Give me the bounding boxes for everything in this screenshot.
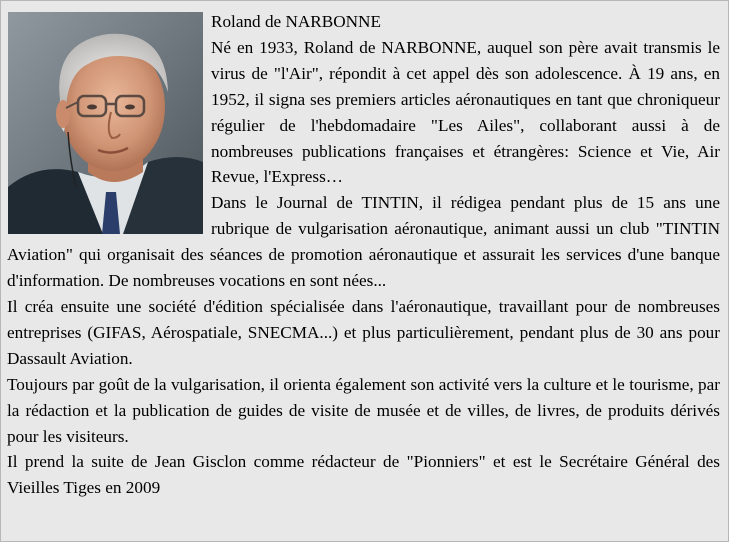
bio-paragraph-2: Dans le Journal de TINTIN, il rédigea pendant plus de 15 ans une rubrique de vulgarisation aéronautique, animant aussi un club "TINTIN Aviation" qui organisait des séances de promotion aéronautique et assurait les services d'une banque d'information. De nombreuses vocations en sont nées... [7, 193, 720, 291]
bio-paragraph-4: Toujours par goût de la vulgarisation, il orienta également son activité vers la culture et le tourisme, par la rédaction et la publication de guides de visite de musée et de villes, de livres, de produits dérivés pour les visiteurs. [7, 374, 720, 446]
bio-content [7, 9, 720, 501]
bio-paragraph-1: Né en 1933, Roland de NARBONNE, auquel son père avait transmis le virus de "l'Air", répondit à cet appel dès son adolescence. À 19 ans, en 1952, il signa ses premiers articles aéronautiques en tant que chroniqueur régulier de l'hebdomadaire "Les Ailes", collaborant aussi à de nombreuses publications françaises et étrangères: Science et Vie, Air Revue, l'Express… [211, 37, 720, 187]
portrait-photo [8, 12, 203, 234]
author-name: Roland de NARBONNE [211, 12, 381, 31]
bio-paragraph-5: Il prend la suite de Jean Gisclon comme rédacteur de "Pionniers" et est le Secrétaire Général des Vieilles Tiges en 2009 [7, 452, 720, 498]
bio-paragraph-3: Il créa ensuite une société d'édition spécialisée dans l'aéronautique, travaillant pour de nombreuses entreprises (GIFAS, Aérospatiale, SNECMA...) et plus particulièrement, pendant plus de 30 ans pour Dassault Aviation. [7, 296, 720, 368]
